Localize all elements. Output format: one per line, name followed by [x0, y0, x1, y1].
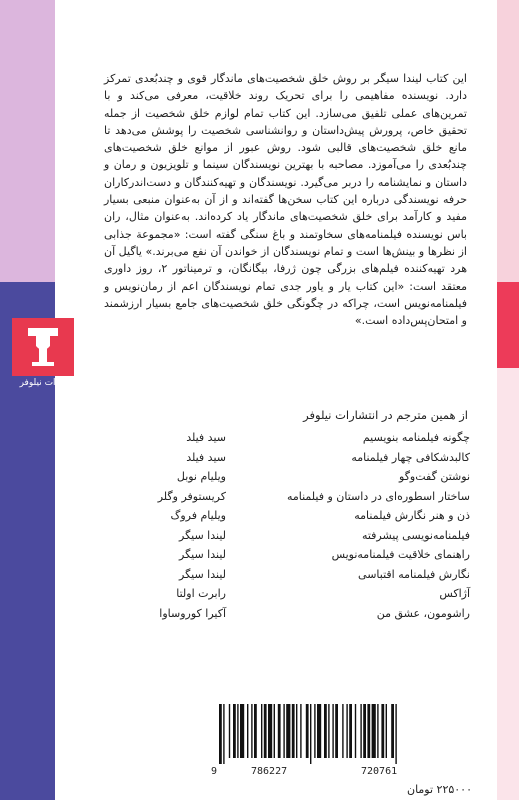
book-author: ویلیام فروگ	[170, 509, 226, 522]
list-item	[140, 529, 470, 549]
barcode-icon	[211, 704, 476, 764]
isbn-barcode	[211, 704, 476, 784]
list-item	[140, 607, 470, 627]
barcode-digits	[211, 766, 476, 778]
red-side-strip	[497, 282, 519, 368]
book-author: رابرت اولتا	[176, 587, 226, 600]
pale-pink-side-strip	[497, 368, 519, 800]
book-title: فیلمنامه‌نویسی پیشرفته	[361, 528, 470, 542]
publisher-logo	[12, 318, 79, 396]
book-title: کالبدشکافی چهار فیلمنامه	[351, 450, 470, 464]
book-title: راهنمای خلاقیت فیلمنامه‌نویس	[331, 548, 470, 561]
book-title: ذن و هنر نگارش فیلمنامه	[354, 509, 470, 522]
book-author: کریستوفر وگلر	[157, 489, 226, 503]
book-author: آکیرا کوروساوا	[159, 606, 226, 620]
other-books-heading: از همین مترجم در انتشارات نیلوفر	[303, 408, 468, 422]
barcode-digits-left: 786227	[251, 766, 288, 777]
list-item	[140, 470, 470, 490]
list-item	[140, 451, 470, 471]
barcode-digit-first: 9	[211, 766, 218, 777]
list-item	[140, 490, 470, 510]
publisher-name: انتشارات نیلوفر	[19, 378, 79, 388]
list-item	[140, 509, 470, 529]
lilac-side-strip	[0, 0, 55, 310]
book-author: لیندا سیگر	[179, 548, 226, 561]
book-author: لیندا سیگر	[179, 567, 226, 581]
list-item	[140, 587, 470, 607]
book-author: ویلیام نوبل	[176, 470, 226, 483]
book-title: ساختار اسطوره‌ای در داستان و فیلمنامه	[286, 489, 470, 503]
book-author: سید فیلد	[186, 431, 226, 444]
book-title: آژاکس	[439, 587, 470, 600]
list-item	[140, 568, 470, 588]
book-title: نگارش فیلمنامه اقتباسی	[358, 567, 470, 581]
niloufar-logo-icon	[12, 318, 74, 376]
book-title: چگونه فیلمنامه بنویسیم	[362, 431, 470, 444]
list-item	[140, 431, 470, 451]
book-title: نوشتن گفت‌وگو	[399, 470, 470, 483]
book-title: راشومون، عشق من	[376, 606, 470, 620]
barcode-digits-right: 720761	[361, 766, 398, 777]
book-author: سید فیلد	[186, 450, 226, 464]
book-description: این کتاب لیندا سیگر بر روش خلق شخصیت‌های ماندگار قوی و چندبُعدی تمرکز دارد. نویسنده مفاهیمی را برای تحریک روند خلاقیت، معرفی می‌کند و با تمرین‌های عملی تلفیق می‌سازد. این کتاب تمام لوازم خلق شخصیت از جمله تحقیق خاص، پرورش پیش‌داستان و روانشناسی شخصیت را پوشش می‌دهد تا مانع خلق شخصیت‌های قالبی شود. روش عبور از موانع خلق شخصیت‌های چندبُعدی را می‌آموزد. مصاحبه با بهترین نویسندگان سینما و تلویزیون و رمان و داستان و نمایشنامه را دربر می‌گیرد. نویسندگان و تهیه‌کنندگان و دست‌اندرکاران حرفه نویسندگی درباره این کتاب سخن‌ها گفته‌اند و از آن به‌عنوان منبعی بسیار مفید و کارآمد برای خلق شخصیت‌های ماندگار یاد کرده‌اند. به‌عنوان مثال، ران باس نویسنده فیلمنامه‌های سخاوتمند و باغ سنگی گفته است: «مجموعة جذابی از نظرها و بینش‌ها است و تمام نویسندگان از خواندن آن نفع می‌برند.» یاگیل آن هرد تهیه‌کننده فیلم‌های بزرگی چون ژرفا، بیگانگان، و ترمیناتور ۲، روز داوری معتقد است: «این کتاب یار و یاور جدی تمام نویسندگان اعم از رمان‌نویس و فیلمنامه‌نویس است، چراکه در چگونگی خلق شخصیت‌های جامع بسیار ارزشمند و امتحان‌پس‌داده است.»	[104, 72, 467, 328]
other-books-list	[140, 431, 470, 626]
list-item	[140, 548, 470, 568]
price-label: ۲۲۵۰۰۰ تومان	[406, 783, 472, 796]
book-author: لیندا سیگر	[179, 528, 226, 542]
